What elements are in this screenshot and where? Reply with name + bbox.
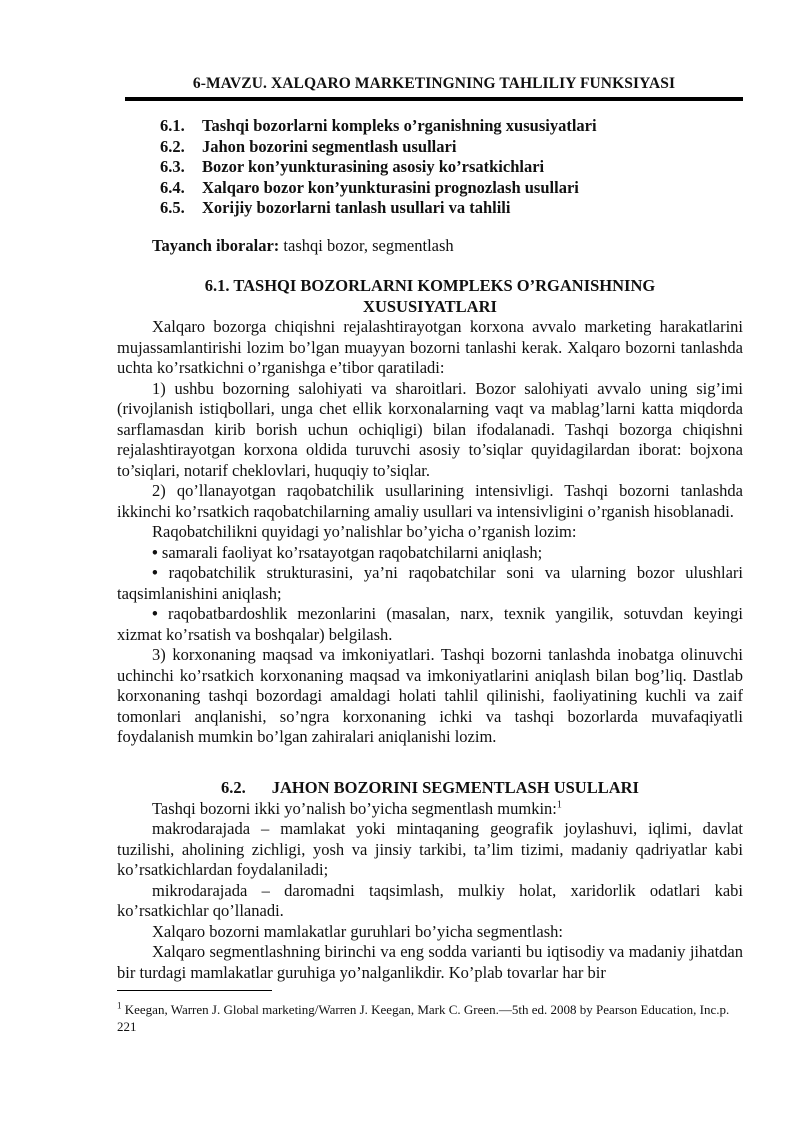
toc-item — [160, 178, 597, 199]
section-2-heading-text: JAHON BOZORINI SEGMENTLASH USULLARI — [271, 778, 639, 797]
toc-item — [160, 157, 597, 178]
section-1 — [117, 276, 743, 748]
bullet-item — [117, 543, 743, 564]
bullet-icon: • — [152, 563, 158, 582]
bullet-icon: • — [152, 542, 158, 562]
toc-item-label: Bozor kon’yunkturasining asosiy ko’rsatkichlari — [202, 157, 545, 176]
keywords-line — [152, 236, 454, 257]
title-underline — [125, 97, 743, 101]
table-of-contents — [160, 116, 597, 219]
keywords-text: tashqi bozor, segmentlash — [279, 236, 454, 255]
keywords-label: Tayanch iboralar: — [152, 236, 280, 255]
section-1-heading-line-1: 6.1. TASHQI BOZORLARNI KOMPLEKS O’RGANISHNING — [204, 276, 656, 295]
section-2-paragraph: Xalqaro bozorni mamlakatlar guruhlari bo’yicha segmentlash: — [152, 921, 563, 941]
toc-item-number: 6.4. — [160, 177, 185, 197]
section-2 — [117, 778, 743, 983]
section-2-paragraph: Xalqaro segmentlashning birinchi va eng sodda varianti bu iqtisodiy va madaniy jihatdan bir turdagi mamlakatlar guruhiga yo’nalganlikdir. Ko’plab tovarlar har bir — [117, 942, 743, 982]
section-1-paragraph: 2) qo’llanayotgan raqobatchilik usullarining intensivligi. Tashqi bozorni tanlashda ikkinchi ko’rsatkich raqobatchilarning amaliy usullari va intensivligini o’rganish hisoblanadi. — [117, 481, 743, 521]
page-title: 6-MAVZU. XALQARO MARKETINGNING TAHLILIY FUNKSIYASI — [192, 75, 676, 92]
section-2-paragraph: mikrodarajada – daromadni taqsimlash, mulkiy holat, xaridorlik odatlari kabi ko’rsatkichlar qo’llanadi. — [117, 880, 743, 920]
toc-item-number: 6.1. — [160, 116, 185, 135]
section-2-heading — [117, 778, 743, 799]
bullet-text: raqobatbardoshlik mezonlarini (masalan, narx, texnik yangilik, sotuvdan keyingi xizmat ko’rsatish va boshqalar) belgilash. — [117, 604, 744, 644]
footnote — [117, 1001, 743, 1035]
footnote-number: 1 — [117, 1000, 122, 1011]
bullet-item — [117, 563, 743, 604]
footnote-separator — [117, 990, 272, 991]
toc-item-label: Jahon bozorini segmentlash usullari — [202, 136, 457, 156]
toc-item-label: Xorijiy bozorlarni tanlash usullari va tahlili — [202, 198, 511, 217]
section-2-paragraph: makrodarajada – mamlakat yoki mintaqaning geografik joylashuvi, iqlimi, davlat tuzilishi, aholining zichligi, yosh va jinsiy tarkibi, ta’lim tizimi, madaniy qadriyatlar kabi ko’rsatkichlardan foydalaniladi; — [117, 819, 743, 879]
section-1-heading-line-2: XUSUSIYATLARI — [363, 296, 497, 316]
section-2-heading-number: 6.2. — [221, 778, 246, 797]
section-2-paragraph — [117, 799, 743, 820]
bullet-text: samarali faoliyat ko’rsatayotgan raqobatchilarni aniqlash; — [161, 542, 543, 562]
section-2-paragraph-text: Tashqi bozorni ikki yo’nalish bo’yicha segmentlash mumkin: — [152, 798, 557, 818]
toc-item — [160, 116, 597, 137]
section-1-paragraph: Raqobatchilikni quyidagi yo’nalishlar bo’yicha o’rganish lozim: — [152, 522, 577, 541]
toc-item-number: 6.5. — [160, 198, 185, 217]
toc-item-number: 6.2. — [160, 136, 185, 156]
toc-item-label: Tashqi bozorlarni kompleks o’rganishning xususiyatlari — [202, 116, 597, 135]
bullet-icon: • — [152, 604, 158, 623]
toc-item — [160, 198, 597, 219]
toc-item — [160, 137, 597, 158]
bullet-text: raqobatchilik strukturasini, ya’ni raqobatchilar soni va ularning bozor ulushlari taqsimlanishini aniqlash; — [117, 563, 744, 603]
bullet-item — [117, 604, 743, 645]
toc-item-label: Xalqaro bozor kon’yunkturasini prognozlash usullari — [202, 177, 579, 197]
section-1-paragraph: 1) ushbu bozorning salohiyati va sharoitlari. Bozor salohiyati avvalo uning sig’imi (rivojlanish istiqbollari, unga chet ellik korxonalarning vaqt va mablag’larni katta miqdorda sarflamasdan kirib borish uchun ochiqligi) bilan ifodalanadi. Tashqi bozorga chiqishni rejalashtirayotgan korxona oldida turuvchi asosiy to’siqlar quyidagilardan iborat: bojxona to’siqlari, notarif cheklovlari, huquqiy to’siqlar. — [117, 378, 743, 480]
section-1-paragraph: 3) korxonaning maqsad va imkoniyatlari. Tashqi bozorni tanlashda inobatga olinuvchi uchinchi ko’rsatkich korxonaning maqsad va imkoniyatlarini aniqlash bilan bog’liq. Dastlab korxonaning tashqi bozordagi amaldagi holati tahlil qilinishi, faoliyatining kuchli va zaif tomonlari anqlanishi, so’ngra korxonaning ichki va tashqi bozorlarda muvafaqiyatli foydalanish mumkin bo’lgan zahiralari aniqlanishi lozim. — [117, 645, 743, 746]
section-1-paragraph: Xalqaro bozorga chiqishni rejalashtirayotgan korxona avvalo marketing harakatlarini mujassamlantirishi lozim bo’lgan muayyan bozorni tanlashi kerak. Xalqaro bozorni tanlashda uchta ko’rsatkichni o’rganishga e’tibor qaratiladi: — [117, 317, 743, 377]
footnote-reference[interactable]: 1 — [556, 799, 562, 810]
footnote-text: Keegan, Warren J. Global marketing/Warren J. Keegan, Mark C. Green.—5th ed. 2008 by Pearson Education, Inc.p. 221 — [117, 1002, 730, 1034]
toc-item-number: 6.3. — [160, 157, 185, 176]
